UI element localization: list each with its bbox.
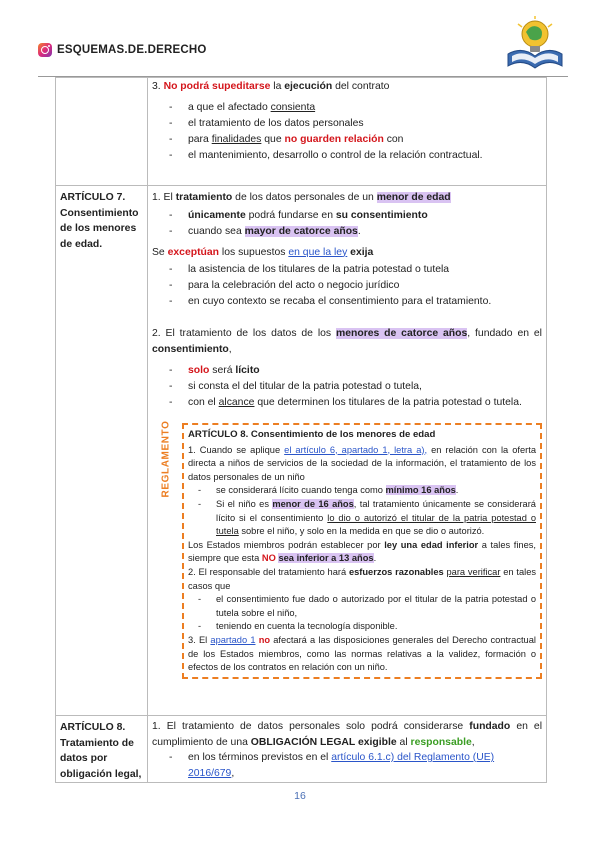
article6-link[interactable]: el artículo 6, apartado 1, letra a), [284,444,428,455]
reglamento-label: REGLAMENTO [160,420,172,498]
list-item: - el tratamiento de los datos personales [152,116,542,132]
minors-conditions-list [152,363,542,411]
exceptions-list [152,262,542,310]
consent-conditions-list [152,208,542,240]
list-item: - para finalidades que no guarden relación con [152,132,542,148]
row-label-article7: ARTÍCULO 7. Consentimiento de los menores de edad. [56,186,148,716]
list-item: - la asistencia de los titulares de la patria potestad o tutela [152,262,542,278]
page-header [38,40,568,76]
table-row-article8 [56,716,547,783]
reglamento-box: ARTÍCULO 8. Consentimiento de los menores de edad 1. Cuando se aplique el artículo 6, apartado 1, letra a), en relación con la oferta directa a niños de servicios de la sociedad de la información, el tratamiento de los datos personales de un niño - se considerará lícito cuando tenga como mínimo 16 años. - Si el niño es menor de 16 años, tal tratamiento únicamente se considerará lícito si el consentimiento lo dio o autorizó el titular de la patria potestad o tutela sobre el niño, y solo en la medida en que se dio o autorizó. Los Estados miembros podrán establecer por ley una edad inferior a tales fines, siempre que esta NO sea inferior a 13 años. 2. El responsable del tratamiento hará esfuerzos razonables para verificar en tales casos que - el consentimiento fue dado o autorizado por el titular de la patria potestad o tutela sobre el niño, - teniendo en cuenta la tecnología disponible. 3. El apartado 1 no afectará a las disposiciones generales del Derecho contractual de los Estados miembros, como las normas relativas a la validez, formación o efectos de los contratos en relación con un niño. [182,423,542,679]
brand [38,43,207,57]
reglamento-verify-list [188,593,536,634]
instagram-icon [38,43,52,57]
contract-conditions-list [152,100,542,164]
row-label-empty [56,78,148,186]
lightbulb-book-logo [504,16,566,72]
reglamento-title: ARTÍCULO 8. Consentimiento de los menores de edad [188,429,436,440]
row-content-article8: 1. El tratamiento de datos personales solo podrá considerarse fundado en el cumplimiento de una OBLIGACIÓN LEGAL exigible al responsable, - en los términos previstos en el artículo 6.1.c) del Reglamento (UE) 2016/679, [148,716,547,783]
content-table [55,77,547,783]
list-item: - Si el niño es menor de 16 años, tal tratamiento únicamente se considerará lícito si el consentimiento lo dio o autorizó el titular de la patria potestad o tutela sobre el niño, y solo en la medida en que se dio o autorizó. [188,498,536,539]
legal-obligation-list [152,750,542,782]
list-item: - para la celebración del acto o negocio jurídico [152,278,542,294]
list-item: - cuando sea mayor de catorce años. [152,224,542,240]
list-item: - se considerará lícito cuando tenga como mínimo 16 años. [188,484,536,498]
law-link[interactable]: en que la ley [288,246,348,258]
reglamento-article-link[interactable]: artículo 6.1.c) del Reglamento (UE) 2016/679 [188,752,495,779]
list-item: - solo será lícito [152,363,542,379]
brand-name: ESQUEMAS.DE.DERECHO [57,44,207,56]
list-item: - teniendo en cuenta la tecnología disponible. [188,620,536,634]
row-content-contract: 3. No podrá supeditarse la ejecución del contrato - a que el afectado consienta - el tratamiento de los datos personales - para finalidades que no guarden relación con - el mantenimiento, desarrollo o control de la relación contractual. [148,78,547,186]
list-item: - con el alcance que determinen los titulares de la patria potestad o tutela. [152,395,542,411]
list-item: - únicamente podrá fundarse en su consentimiento [152,208,542,224]
list-item: - el consentimiento fue dado o autorizado por el titular de la patria potestad o tutela sobre el niño, [188,593,536,620]
list-item: - si consta el del titular de la patria potestad o tutela, [152,379,542,395]
list-item: - en los términos previstos en el artículo 6.1.c) del Reglamento (UE) 2016/679, [152,750,542,782]
page-number: 16 [294,790,306,802]
table-row-contract [56,78,547,186]
apartado1-link[interactable]: apartado 1 [210,634,256,645]
list-item: - en cuyo contexto se recaba el consentimiento para el tratamiento. [152,294,542,310]
list-item: - el mantenimiento, desarrollo o control de la relación contractual. [152,148,542,164]
reglamento-child-list [188,484,536,538]
row-content-article7: 1. El tratamiento de los datos personales de un menor de edad - únicamente podrá fundarse en su consentimiento - cuando sea mayor de catorce años. Se exceptúan los supuestos en que la ley exija - la asistencia de los titulares de la patria potestad o tutela - para la celebración del acto o negocio jurídico - en cuyo contexto se recaba el consentimiento para el tratamiento. 2. El tratamiento de los datos de los menores de catorce años, fundado en el consentimiento, - solo será lícito - si consta el del titular de la patria potestad o tutela, - con el alcance que determinen los titulares de la patria potestad o tutela. REGLAMENTO ARTÍCULO 8. Consentimiento de los menores de edad 1. Cuando se aplique el artículo 6, apartado 1, letra a), en relación con la oferta directa a niños de servicios de la sociedad de la información, el tratamiento de los datos personales de un niño - se considerará lícito cuando tenga como mínimo 16 años. - Si el niño es menor de 16 años, tal tratamiento únicamente se considerará lícito si el consentimiento lo dio o autorizó el titular de la patria potestad o tutela sobre el niño, y solo en la medida en que se dio o autorizó. Los Estados miembros podrán establecer por ley una edad inferior a tales fines, siempre que esta NO sea inferior a 13 años. 2. El responsable del tratamiento hará esfuerzos razonables para verificar en tales casos que - el consentimiento fue dado o autorizado por el titular de la patria potestad o tutela sobre el niño, - teniendo en cuenta la tecnología disponible. 3. El apartado 1 no afectará a las disposiciones generales del Derecho contractual de los Estados miembros, como las normas relativas a la validez, formación o efectos de los contratos en relación con un niño. [148,186,547,716]
list-item: - a que el afectado consienta [152,100,542,116]
table-row-article7 [56,186,547,716]
row-label-article8: ARTÍCULO 8. Tratamiento de datos por obligación legal, [56,716,148,783]
